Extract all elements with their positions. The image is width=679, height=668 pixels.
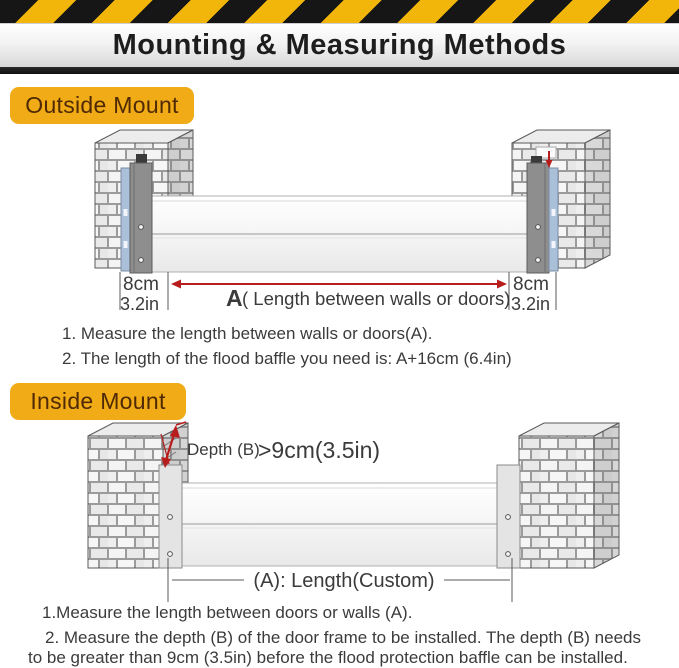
- outside-left-mounting-bracket: [121, 154, 152, 273]
- inside-mount-label: Inside Mount: [10, 383, 186, 420]
- outside-mount-label: Outside Mount: [10, 87, 194, 124]
- inside-left-mounting-plate: [159, 465, 182, 568]
- inside-right-mounting-plate: [497, 465, 520, 568]
- title-underline-bar: [0, 67, 679, 74]
- outside-note-2: 2. The length of the flood baffle you need is: A+16cm (6.4in): [62, 349, 512, 368]
- title-banner: [0, 23, 679, 67]
- inside-note-2-line-2: to be greater than 9cm (3.5in) before the flood protection baffle can be installed.: [28, 648, 628, 667]
- depth-label-large: >9cm(3.5in): [258, 437, 381, 463]
- inside-note-1: 1.Measure the length between doors or walls (A).: [42, 603, 413, 622]
- outside-dim-left-cm: 8cm: [123, 274, 159, 295]
- inside-right-brick-pillar: [519, 423, 619, 568]
- inside-note-2-line-1: 2. Measure the depth (B) of the door frame to be installed. The depth (B) needs: [45, 628, 641, 647]
- outside-note-1: 1. Measure the length between walls or doors(A).: [62, 324, 433, 343]
- hazard-stripe-banner: [0, 0, 679, 23]
- inside-mount-diagram: [0, 416, 679, 608]
- outside-dim-right-in: 3.2in: [511, 294, 551, 314]
- length-label-a: A: [226, 285, 243, 311]
- inside-flood-baffle: [182, 483, 497, 566]
- outside-flood-baffle: [150, 196, 527, 272]
- page-title: Mounting & Measuring Methods: [112, 29, 567, 61]
- outside-mount-diagram: [0, 127, 679, 314]
- inside-length-label: (A): Length(Custom): [253, 570, 435, 592]
- length-label-text: ( Length between walls or doors): [242, 288, 511, 309]
- depth-label-small: Depth (B): [187, 440, 260, 459]
- outside-dim-left-in: 3.2in: [120, 294, 160, 314]
- outside-dim-right-cm: 8cm: [513, 274, 549, 295]
